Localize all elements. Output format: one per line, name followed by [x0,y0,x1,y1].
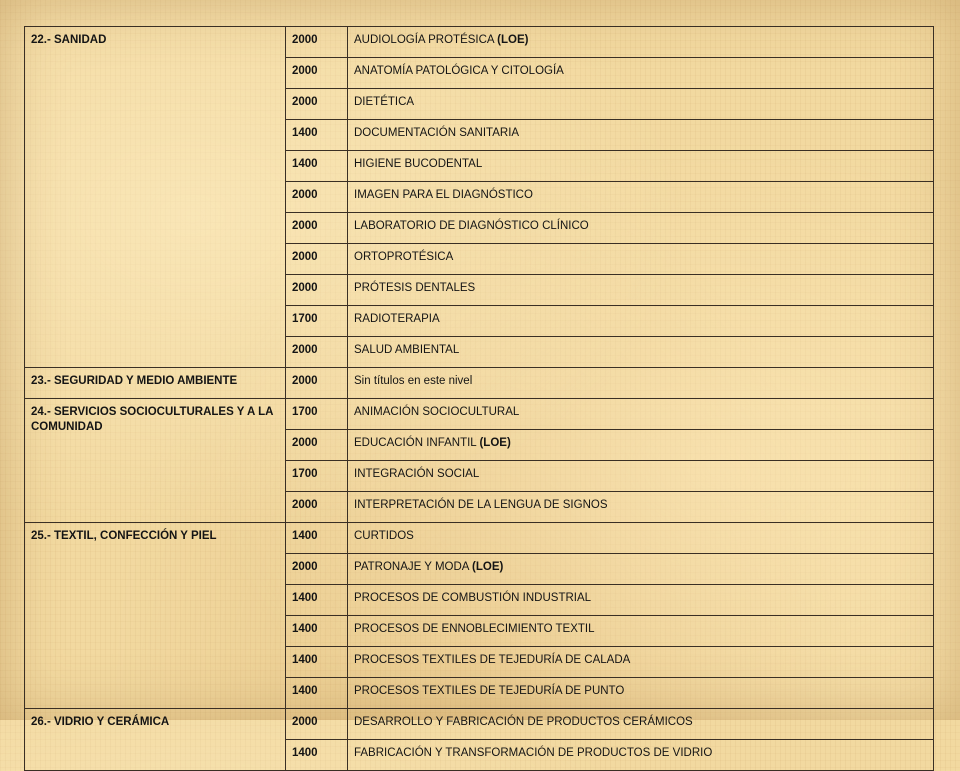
course-title-cell [348,554,934,585]
hours-cell: 2000 [286,27,348,58]
hours-cell: 1400 [286,585,348,616]
table-body [25,27,934,771]
course-title-text: ANATOMÍA PATOLÓGICA Y CITOLOGÍA [354,65,564,77]
course-title-text: DOCUMENTACIÓN SANITARIA [354,127,520,139]
hours-cell: 1400 [286,616,348,647]
course-title-cell [348,492,934,523]
course-title-cell [348,58,934,89]
hours-cell: 1400 [286,523,348,554]
course-title-text: ANIMACIÓN SOCIOCULTURAL [354,406,520,418]
hours-cell: 2000 [286,709,348,740]
course-title-text: HIGIENE BUCODENTAL [354,158,483,170]
course-title-text: PROCESOS TEXTILES DE TEJEDURÍA DE CALADA [354,654,631,666]
course-title-text: PRÓTESIS DENTALES [354,282,476,294]
course-tag-text: (LOE) [472,561,504,573]
course-title-cell [348,213,934,244]
course-title-cell [348,523,934,554]
hours-cell: 1400 [286,647,348,678]
course-title-cell [348,337,934,368]
course-title-cell [348,244,934,275]
course-title-cell [348,740,934,771]
hours-cell: 1700 [286,399,348,430]
course-title-cell [348,678,934,709]
hours-cell: 2000 [286,58,348,89]
hours-cell: 1400 [286,740,348,771]
hours-cell: 1400 [286,151,348,182]
hours-cell: 1700 [286,306,348,337]
course-title-cell [348,647,934,678]
course-title-text: RADIOTERAPIA [354,313,440,325]
course-title-cell [348,182,934,213]
course-title-text: PROCESOS TEXTILES DE TEJEDURÍA DE PUNTO [354,685,625,697]
hours-cell: 1400 [286,120,348,151]
hours-cell: 2000 [286,492,348,523]
course-title-text: EDUCACIÓN INFANTIL [354,437,477,449]
course-title-text: PROCESOS DE ENNOBLECIMIENTO TEXTIL [354,623,595,635]
course-table [24,26,934,771]
course-title-text: DESARROLLO Y FABRICACIÓN DE PRODUCTOS CERÁMICOS [354,716,693,728]
course-title-text: Sin títulos en este nivel [354,375,473,387]
course-title-text: PATRONAJE Y MODA [354,561,469,573]
course-title-cell [348,368,934,399]
course-title-text: INTERPRETACIÓN DE LA LENGUA DE SIGNOS [354,499,608,511]
hours-cell: 2000 [286,244,348,275]
course-tag-text: (LOE) [497,34,529,46]
hours-cell: 2000 [286,275,348,306]
course-title-cell [348,461,934,492]
course-title-cell [348,616,934,647]
course-title-cell [348,430,934,461]
hours-cell: 2000 [286,368,348,399]
family-name-cell: 26.- VIDRIO Y CERÁMICA [25,709,286,771]
course-title-cell [348,120,934,151]
course-title-text: LABORATORIO DE DIAGNÓSTICO CLÍNICO [354,220,589,232]
course-tag-text: (LOE) [479,437,511,449]
course-title-cell [348,399,934,430]
table-row [25,523,934,554]
course-title-cell [348,27,934,58]
course-title-text: PROCESOS DE COMBUSTIÓN INDUSTRIAL [354,592,592,604]
course-title-cell [348,585,934,616]
hours-cell: 2000 [286,337,348,368]
family-name-cell: 25.- TEXTIL, CONFECCIÓN Y PIEL [25,523,286,709]
family-name-cell: 22.- SANIDAD [25,27,286,368]
course-title-text: INTEGRACIÓN SOCIAL [354,468,480,480]
family-name-cell: 24.- SERVICIOS SOCIOCULTURALES Y A LA COMUNIDAD [25,399,286,523]
course-title-cell [348,89,934,120]
course-title-text: IMAGEN PARA EL DIAGNÓSTICO [354,189,533,201]
hours-cell: 2000 [286,213,348,244]
hours-cell: 2000 [286,182,348,213]
course-title-text: CURTIDOS [354,530,414,542]
course-title-cell [348,306,934,337]
hours-cell: 1400 [286,678,348,709]
course-title-text: DIETÉTICA [354,96,415,108]
course-title-text: FABRICACIÓN Y TRANSFORMACIÓN DE PRODUCTOS DE VIDRIO [354,747,713,759]
hours-cell: 2000 [286,89,348,120]
course-title-text: AUDIOLOGÍA PROTÉSICA [354,34,494,46]
course-title-cell [348,709,934,740]
table-row [25,27,934,58]
family-name-cell: 23.- SEGURIDAD Y MEDIO AMBIENTE [25,368,286,399]
course-title-cell [348,275,934,306]
hours-cell: 2000 [286,430,348,461]
course-title-cell [348,151,934,182]
table-row [25,368,934,399]
table-row [25,709,934,740]
course-title-text: ORTOPROTÉSICA [354,251,454,263]
table-row [25,399,934,430]
course-title-text: SALUD AMBIENTAL [354,344,460,356]
hours-cell: 2000 [286,554,348,585]
hours-cell: 1700 [286,461,348,492]
